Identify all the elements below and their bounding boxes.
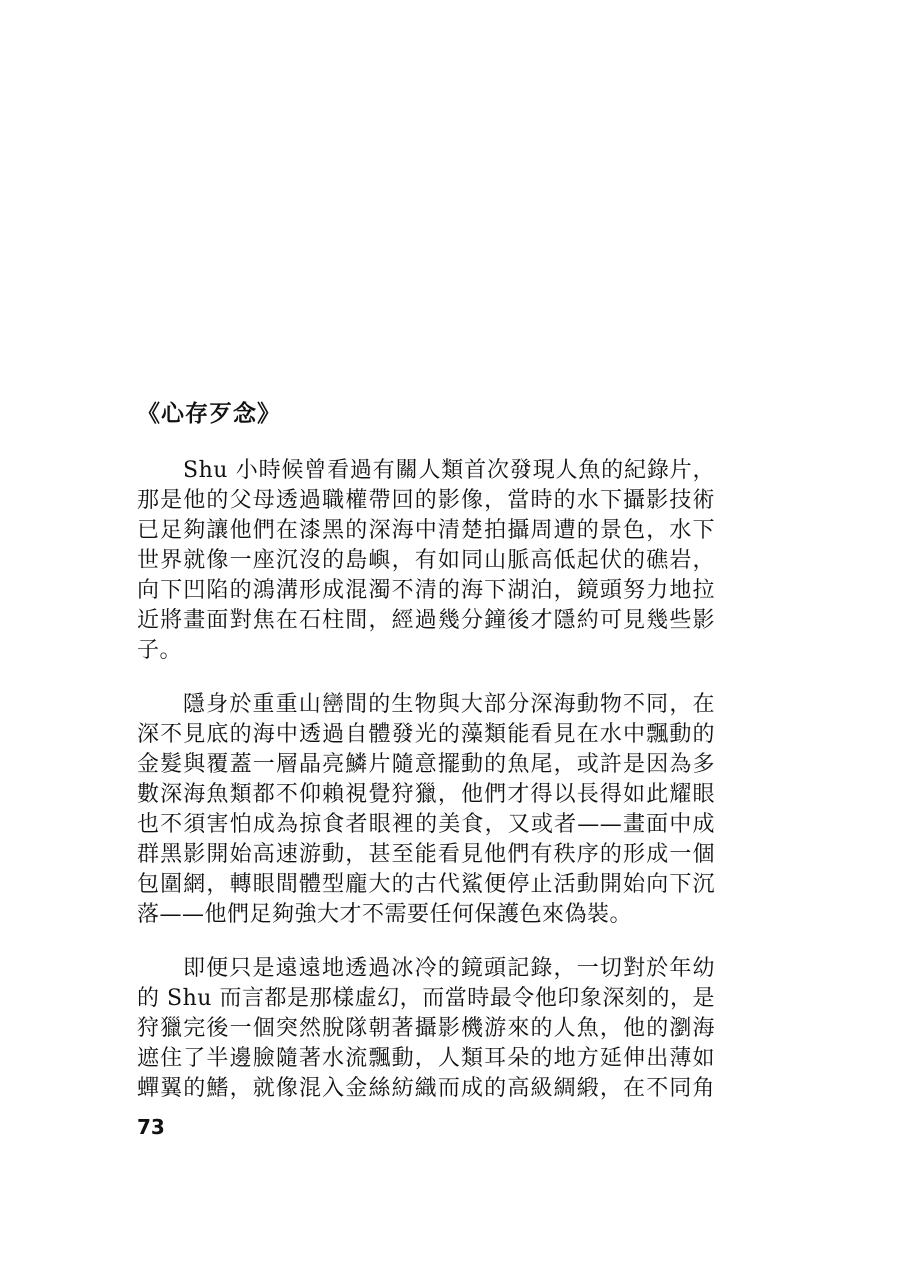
page-number: 73 xyxy=(137,1115,165,1139)
text-line: 即便只是遠遠地透過冰冷的鏡頭記錄，一切對於年幼 xyxy=(183,956,715,981)
paragraph-1 xyxy=(137,456,715,666)
text-line: 近將畫面對焦在石柱間，經過幾分鐘後才隱約可見幾些影 xyxy=(137,608,715,633)
text-line: 的 Shu 而言都是那樣虛幻，而當時最令他印象深刻的，是 xyxy=(137,986,715,1011)
text-line: 世界就像一座沉沒的島嶼，有如同山脈高低起伏的礁岩， xyxy=(137,548,715,573)
text-line: Shu 小時候曾看過有關人類首次發現人魚的紀錄片， xyxy=(183,458,715,483)
text-line: 已足夠讓他們在漆黑的深海中清楚拍攝周遭的景色，水下 xyxy=(137,518,715,543)
text-line: 金髮與覆蓋一層晶亮鱗片隨意擺動的魚尾，或許是因為多 xyxy=(137,752,715,777)
text-line: 數深海魚類都不仰賴視覺狩獵，他們才得以長得如此耀眼 xyxy=(137,782,715,807)
body-text xyxy=(137,456,715,1128)
text-line: 落——他們足夠強大才不需要任何保護色來偽裝。 xyxy=(137,902,633,927)
text-line: 隱身於重重山巒間的生物與大部分深海動物不同，在 xyxy=(183,692,715,717)
text-line: 群黑影開始高速游動，甚至能看見他們有秩序的形成一個 xyxy=(137,842,715,867)
text-line: 向下凹陷的鴻溝形成混濁不清的海下湖泊，鏡頭努力地拉 xyxy=(137,578,715,603)
text-line: 子。 xyxy=(137,638,183,663)
chapter-title: 《心存歹念》 xyxy=(137,401,281,427)
text-line: 狩獵完後一個突然脫隊朝著攝影機游來的人魚，他的瀏海 xyxy=(137,1016,715,1041)
text-line: 包圍網，轉眼間體型龐大的古代鯊便停止活動開始向下沉 xyxy=(137,872,715,897)
paragraph-3 xyxy=(137,954,715,1104)
text-line: 遮住了半邊臉隨著水流飄動，人類耳朵的地方延伸出薄如 xyxy=(137,1046,715,1071)
text-line: 也不須害怕成為掠食者眼裡的美食，又或者——畫面中成 xyxy=(137,812,715,837)
text-line: 蟬翼的鰭，就像混入金絲紡織而成的高級綢緞，在不同角 xyxy=(137,1076,715,1101)
text-line: 那是他的父母透過職權帶回的影像，當時的水下攝影技術 xyxy=(137,488,715,513)
paragraph-2 xyxy=(137,690,715,930)
text-line: 深不見底的海中透過自體發光的藻類能看見在水中飄動的 xyxy=(137,722,715,747)
